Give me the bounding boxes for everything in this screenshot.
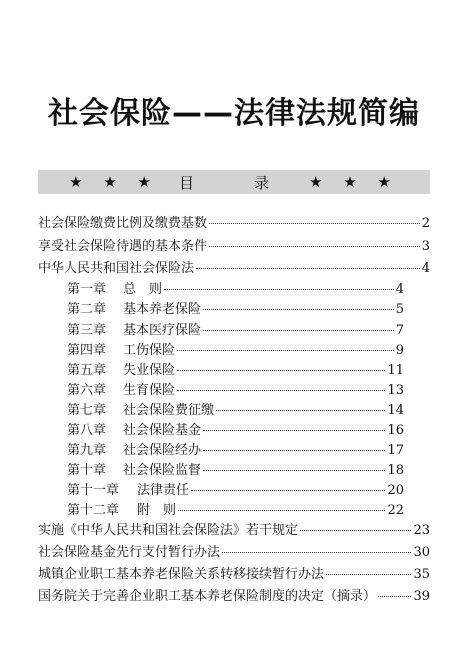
toc-entry-page: 3: [421, 239, 430, 254]
dot-leader: [178, 510, 385, 511]
chapter-name: 工伤保险: [123, 343, 176, 358]
chapter-number: 第五章: [67, 363, 107, 378]
toc-entry-page: 2: [421, 216, 430, 231]
chapter-name: 附 则: [137, 503, 177, 518]
toc-entry[interactable]: [38, 238, 430, 256]
dot-leader: [378, 596, 411, 597]
toc-chapter-entry[interactable]: [67, 362, 404, 380]
chapter-number: 第一章: [67, 282, 107, 297]
chapter-number: 第四章: [67, 343, 107, 358]
chapter-name: 社会保险监督: [123, 463, 202, 478]
toc-entry-page: 14: [387, 403, 404, 418]
toc-entry-page: 39: [413, 589, 430, 604]
toc-chapter-entry[interactable]: [67, 502, 404, 520]
dot-leader: [177, 370, 385, 371]
dot-leader: [203, 450, 385, 451]
page-title: 社会保险——法律法规简编: [48, 96, 420, 131]
chapter-number: 第十章: [67, 463, 107, 478]
toc-chapter-entry[interactable]: [67, 281, 404, 299]
chapter-name: 总 则: [123, 282, 163, 297]
toc-entry[interactable]: [38, 588, 430, 606]
toc-entry-page: 9: [395, 343, 404, 358]
chapter-number: 第三章: [67, 323, 107, 338]
chapter-number: 第六章: [67, 383, 107, 398]
toc-entry-page: 16: [387, 423, 404, 438]
dot-leader: [300, 530, 411, 531]
chapter-name: 法律责任: [137, 483, 190, 498]
dot-leader: [164, 289, 394, 290]
stars-right-decoration: ★ ★ ★: [309, 173, 399, 191]
toc-entry-page: 20: [387, 483, 404, 498]
toc-entry-page: 11: [387, 363, 404, 378]
dot-leader: [203, 430, 385, 431]
toc-chapter-entry[interactable]: [67, 442, 404, 460]
toc-chapter-entry[interactable]: [67, 422, 404, 440]
toc-entry-page: 7: [395, 323, 404, 338]
toc-entry-label: 中华人民共和国社会保险法: [38, 261, 195, 276]
dot-leader: [191, 490, 385, 491]
toc-entry-page: 17: [387, 443, 404, 458]
chapter-name: 失业保险: [123, 363, 176, 378]
toc-chapter-entry[interactable]: [67, 342, 404, 360]
dot-leader: [177, 350, 394, 351]
toc-entry[interactable]: [38, 260, 430, 278]
toc-entry-page: 4: [421, 261, 430, 276]
toc-entry-page: 13: [387, 383, 404, 398]
chapter-number: 第九章: [67, 443, 107, 458]
stars-left-decoration: ★ ★ ★: [69, 173, 159, 191]
toc-entry[interactable]: [38, 566, 430, 584]
chapter-name: 基本医疗保险: [123, 323, 202, 338]
chapter-name: 生育保险: [123, 383, 176, 398]
toc-heading-bar: [38, 170, 430, 194]
dot-leader: [203, 470, 385, 471]
toc-entry-page: 23: [413, 523, 430, 538]
toc-entry-label: 享受社会保险待遇的基本条件: [38, 239, 208, 254]
toc-heading-word-1: 目: [178, 173, 214, 192]
chapter-number: 第二章: [67, 302, 107, 317]
toc-entry-page: 5: [395, 302, 404, 317]
dot-leader: [196, 268, 420, 269]
dot-leader: [216, 410, 385, 411]
toc-chapter-entry[interactable]: [67, 402, 404, 420]
toc-entry-label: 社会保险基金先行支付暂行办法: [38, 545, 221, 560]
chapter-number: 第七章: [67, 403, 107, 418]
toc-entry-page: 35: [413, 567, 430, 582]
chapter-name: 社会保险经办: [123, 443, 202, 458]
chapter-number: 第八章: [67, 423, 107, 438]
chapter-name: 社会保险费征缴: [123, 403, 215, 418]
dot-leader: [177, 390, 385, 391]
toc-entry-label: 社会保险缴费比例及缴费基数: [38, 216, 208, 231]
toc-entry-label: 城镇企业职工基本养老保险关系转移接续暂行办法: [38, 567, 325, 582]
toc-entry[interactable]: [38, 522, 430, 540]
chapter-number: 第十二章: [67, 503, 120, 518]
dot-leader: [209, 246, 420, 247]
dot-leader: [222, 552, 411, 553]
toc-chapter-entry[interactable]: [67, 482, 404, 500]
toc-chapter-entry[interactable]: [67, 462, 404, 480]
toc-heading-word-2: 录: [254, 173, 290, 192]
toc-chapter-entry[interactable]: [67, 322, 404, 340]
dot-leader: [326, 574, 411, 575]
toc-chapter-entry[interactable]: [67, 301, 404, 319]
chapter-name: 基本养老保险: [123, 302, 202, 317]
toc-entry-page: 30: [413, 545, 430, 560]
toc-entry-page: 18: [387, 463, 404, 478]
toc-entry[interactable]: [38, 544, 430, 562]
toc-entry-label: 国务院关于完善企业职工基本养老保险制度的决定（摘录）: [38, 589, 377, 604]
toc-entry-page: 22: [387, 503, 404, 518]
toc-chapter-entry[interactable]: [67, 382, 404, 400]
toc-entry-label: 实施《中华人民共和国社会保险法》若干规定: [38, 523, 299, 538]
toc-entry[interactable]: [38, 215, 430, 233]
dot-leader: [203, 309, 394, 310]
chapter-name: 社会保险基金: [123, 423, 202, 438]
dot-leader: [209, 223, 420, 224]
dot-leader: [203, 330, 394, 331]
chapter-number: 第十一章: [67, 483, 120, 498]
toc-entry-page: 4: [395, 282, 404, 297]
